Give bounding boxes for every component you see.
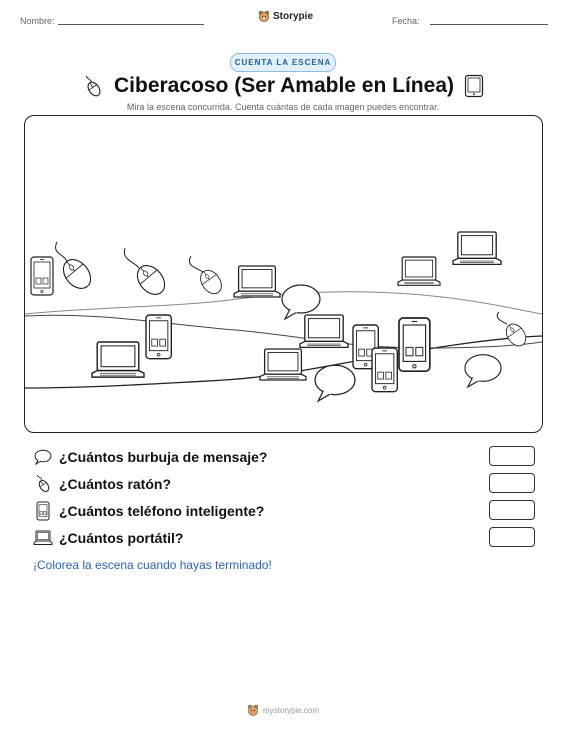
scene-mouse <box>56 242 97 294</box>
storypie-logo <box>258 10 313 22</box>
date-line[interactable] <box>430 24 548 25</box>
question-text: ¿Cuántos ratón? <box>59 476 171 492</box>
tablet-icon <box>464 74 484 98</box>
answer-box-phones[interactable] <box>489 500 535 520</box>
footer-url[interactable]: mystorypie.com <box>262 705 319 715</box>
page-title: Ciberacoso (Ser Amable en Línea) <box>114 74 454 97</box>
laptop-icon <box>33 528 53 548</box>
name-label: Nombre: <box>20 16 55 26</box>
question-text: ¿Cuántos teléfono inteligente? <box>59 503 265 519</box>
scene-laptop <box>398 257 440 285</box>
scene-phone <box>146 315 171 359</box>
answer-box-mice[interactable] <box>489 473 535 493</box>
scene-bubble <box>465 355 501 387</box>
name-field <box>20 16 55 26</box>
question-row <box>33 528 538 548</box>
section-badge: CUENTA LA ESCENA <box>230 53 336 72</box>
mouse-icon <box>82 74 104 98</box>
scene-bubble <box>315 365 355 401</box>
scene-drawing <box>25 116 542 432</box>
scene-phone <box>31 257 53 295</box>
scene-phone <box>399 318 430 371</box>
page-subtitle: Mira la escena concurrida. Cuenta cuántas de cada imagen puedes encontrar. <box>126 102 440 112</box>
scene-laptop <box>234 266 280 297</box>
question-row <box>33 501 538 521</box>
answer-box-bubbles[interactable] <box>489 446 535 466</box>
scene-laptop <box>260 349 306 380</box>
speech-bubble-icon <box>33 447 53 467</box>
question-row <box>33 447 538 467</box>
name-line[interactable] <box>58 24 204 25</box>
scene-laptop <box>453 232 501 264</box>
footer-brand <box>0 704 566 716</box>
date-field <box>392 16 420 26</box>
scene-laptop <box>92 342 144 377</box>
date-label: Fecha: <box>392 16 420 26</box>
brand-name: Storypie <box>273 10 314 22</box>
bear-logo-icon <box>247 704 259 716</box>
scene-bubble <box>282 285 320 319</box>
scene-mouse <box>189 256 225 298</box>
smartphone-icon <box>33 501 53 521</box>
question-row <box>33 474 538 494</box>
coloring-note: ¡Colorea la escena cuando hayas terminado! <box>33 558 272 572</box>
mouse-icon <box>33 474 53 494</box>
scene-laptop <box>300 315 348 347</box>
answer-box-laptops[interactable] <box>489 527 535 547</box>
title-row <box>0 72 566 100</box>
counting-scene <box>24 115 543 433</box>
scene-phone <box>372 348 397 392</box>
bear-logo-icon <box>258 10 270 22</box>
question-text: ¿Cuántos portátil? <box>59 530 184 546</box>
scene-mouse <box>124 248 170 300</box>
question-text: ¿Cuántos burbuja de mensaje? <box>59 449 268 465</box>
